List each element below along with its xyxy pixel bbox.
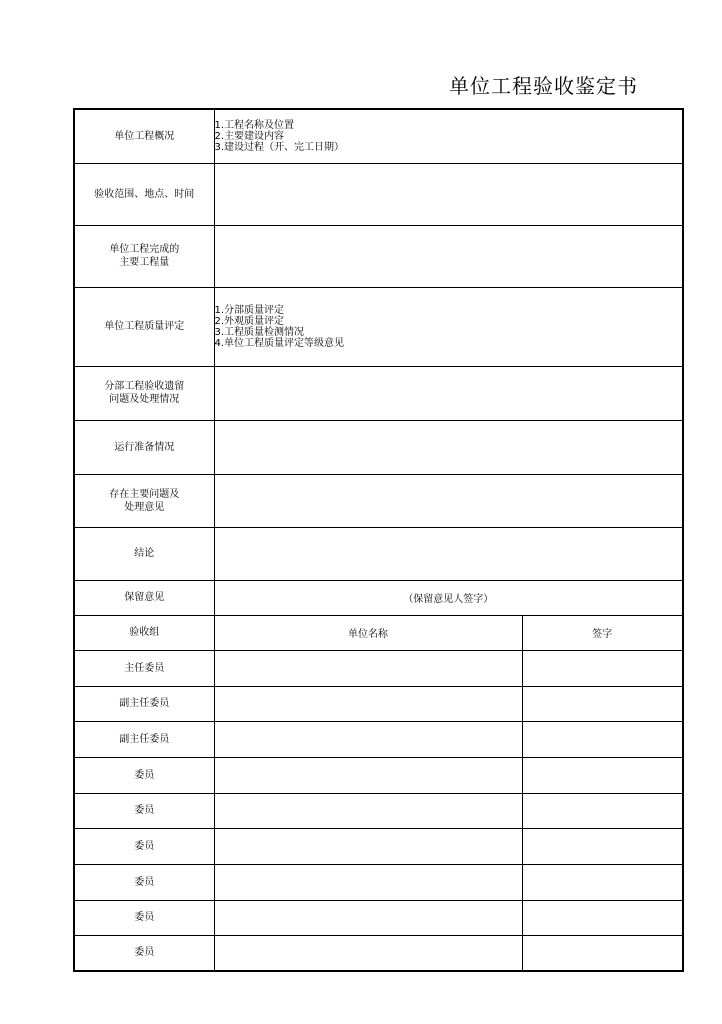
member-role: 副主任委员 — [74, 721, 214, 757]
member-role: 委员 — [74, 793, 214, 828]
member-role: 委员 — [74, 935, 214, 971]
member-signature-cell[interactable] — [522, 900, 683, 935]
content-scope[interactable] — [214, 163, 683, 225]
member-signature-cell[interactable] — [522, 721, 683, 757]
member-signature-cell[interactable] — [522, 828, 683, 864]
member-row — [74, 650, 683, 686]
member-role: 主任委员 — [74, 650, 214, 686]
row-workload — [74, 225, 683, 287]
quality-item: 4.单位工程质量评定等级意见 — [214, 337, 345, 349]
document-title: 单位工程验收鉴定书 — [449, 74, 638, 98]
acceptance-form-table — [73, 108, 684, 972]
header-group: 验收组 — [74, 615, 214, 650]
label-line: 单位工程完成的 — [109, 244, 180, 255]
overview-item: 2.主要建设内容 — [214, 130, 285, 142]
member-row — [74, 900, 683, 935]
row-overview — [74, 109, 683, 163]
label-conclusion: 结论 — [74, 527, 214, 580]
label-reservation: 保留意见 — [74, 580, 214, 615]
content-conclusion[interactable] — [214, 527, 683, 580]
overview-item: 1.工程名称及位置 — [214, 119, 295, 131]
member-role: 委员 — [74, 757, 214, 793]
content-operation[interactable] — [214, 420, 683, 474]
member-unit-cell[interactable] — [214, 793, 522, 828]
content-residual[interactable] — [214, 366, 683, 420]
member-unit-cell[interactable] — [214, 686, 522, 721]
member-unit-cell[interactable] — [214, 721, 522, 757]
quality-item: 1.分部质量评定 — [214, 304, 285, 316]
member-unit-cell[interactable] — [214, 900, 522, 935]
label-scope: 验收范围、地点、时间 — [74, 163, 214, 225]
label-line: 处理意见 — [124, 501, 165, 513]
row-conclusion — [74, 527, 683, 580]
content-problems[interactable] — [214, 474, 683, 527]
member-signature-cell[interactable] — [522, 757, 683, 793]
member-row — [74, 721, 683, 757]
member-row — [74, 828, 683, 864]
member-row — [74, 757, 683, 793]
member-signature-cell[interactable] — [522, 793, 683, 828]
quality-item: 2.外观质量评定 — [214, 315, 285, 327]
member-signature-cell[interactable] — [522, 650, 683, 686]
member-role: 委员 — [74, 828, 214, 864]
member-signature-cell[interactable] — [522, 864, 683, 900]
label-line: 存在主要问题及 — [109, 488, 180, 500]
member-row — [74, 935, 683, 971]
member-row — [74, 793, 683, 828]
member-role: 委员 — [74, 864, 214, 900]
label-problems — [74, 474, 214, 527]
label-overview: 单位工程概况 — [74, 109, 214, 163]
member-unit-cell[interactable] — [214, 650, 522, 686]
quality-item: 3.工程质量检测情况 — [214, 326, 305, 338]
reservation-signature-note[interactable]: （保留意见人签字） — [214, 580, 683, 615]
content-quality[interactable] — [214, 287, 683, 366]
overview-item: 3.建设过程（开、完工日期） — [214, 141, 345, 153]
label-line: 问题及处理情况 — [109, 394, 180, 405]
label-residual — [74, 366, 214, 420]
content-workload[interactable] — [214, 225, 683, 287]
member-row — [74, 686, 683, 721]
member-unit-cell[interactable] — [214, 757, 522, 793]
member-unit-cell[interactable] — [214, 828, 522, 864]
member-signature-cell[interactable] — [522, 935, 683, 971]
content-overview[interactable] — [214, 109, 683, 163]
member-role: 副主任委员 — [74, 686, 214, 721]
member-unit-cell[interactable] — [214, 935, 522, 971]
row-scope — [74, 163, 683, 225]
member-signature-cell[interactable] — [522, 686, 683, 721]
member-unit-cell[interactable] — [214, 864, 522, 900]
row-residual — [74, 366, 683, 420]
row-operation — [74, 420, 683, 474]
header-unit-name: 单位名称 — [214, 615, 522, 650]
label-workload — [74, 225, 214, 287]
row-problems — [74, 474, 683, 527]
committee-header-row — [74, 615, 683, 650]
label-line: 主要工程量 — [119, 257, 170, 268]
row-quality — [74, 287, 683, 366]
label-operation: 运行准备情况 — [74, 420, 214, 474]
member-role: 委员 — [74, 900, 214, 935]
label-line: 分部工程验收遗留 — [104, 381, 185, 392]
member-row — [74, 864, 683, 900]
label-quality: 单位工程质量评定 — [74, 287, 214, 366]
header-signature: 签字 — [522, 615, 683, 650]
row-reservation — [74, 580, 683, 615]
